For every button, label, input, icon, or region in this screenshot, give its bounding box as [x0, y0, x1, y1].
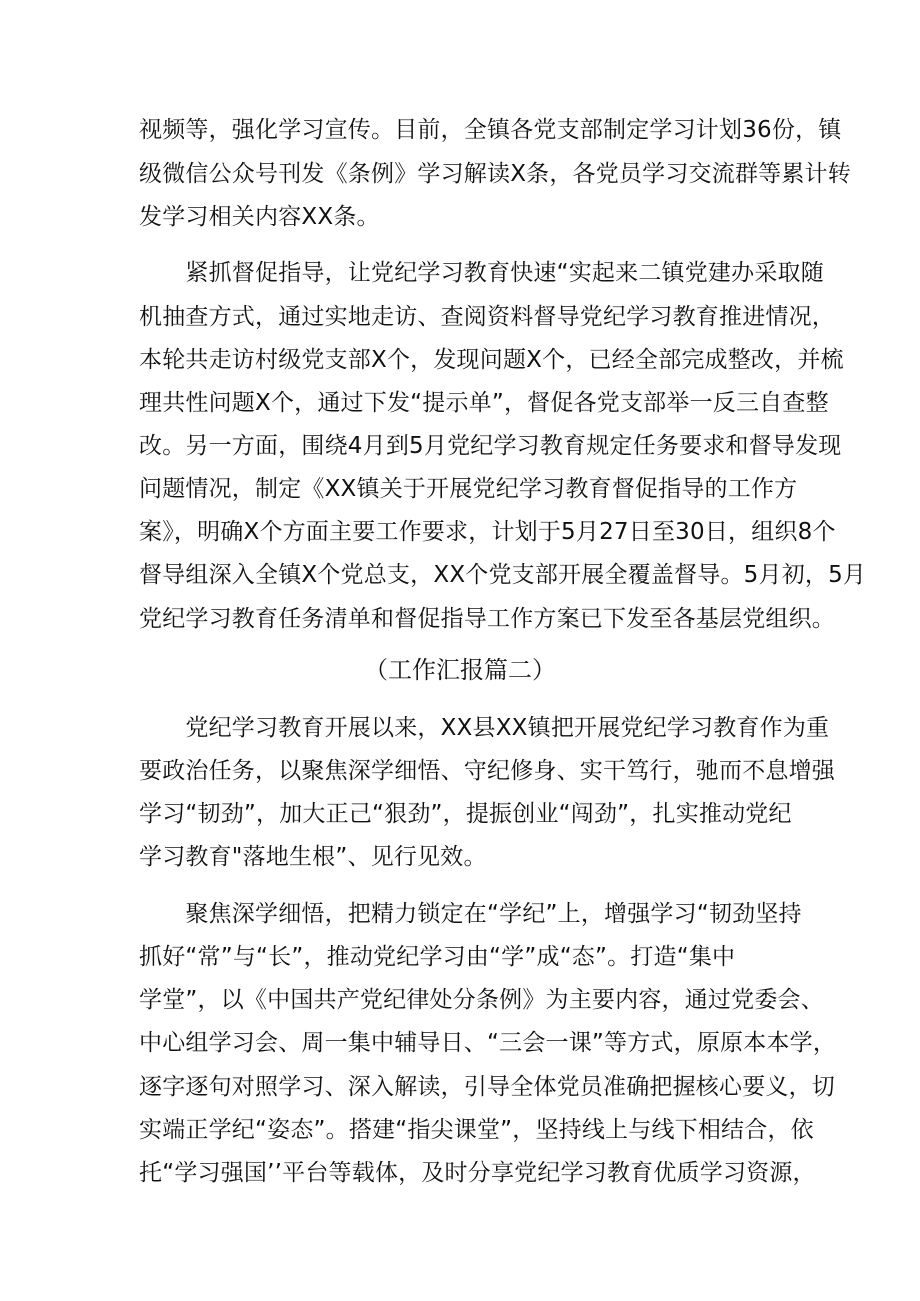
paragraph-line: 学习“韧劲”，加大正己“狠劲”，提振创业“闯劲”，扎实推动党纪 — [139, 801, 792, 827]
paragraph-line: 聚焦深学细悟，把精力锁定在“学纪”上，增强学习“韧劲坚持 — [139, 901, 802, 927]
paragraph-line: 学堂”，以《中国共产党纪律处分条例》为主要内容，通过党委会、 — [139, 987, 824, 1013]
paragraph-line: 实端正学纪“姿态”。搭建“指尖课堂”，坚持线上与线下相结合，依 — [139, 1117, 814, 1143]
paragraph-line: 要政治任务，以聚焦深学细悟、守纪修身、实干笃行，驰而不息增强 — [139, 758, 835, 784]
paragraph-line: 学习教育"落地生根”、见行见效。 — [139, 844, 487, 870]
paragraph-line: 级微信公众号刊发《条例》学习解读X条，各党员学习交流群等累计转 — [139, 161, 851, 187]
paragraph-line: 党纪学习教育任务清单和督促指导工作方案已下发至各基层党组织。 — [139, 606, 835, 632]
paragraph-line: 中心组学习会、周一集中辅导日、“三会一课”等方式，原原本本学， — [139, 1030, 837, 1056]
paragraph-line: 紧抓督促指导，让党纪学习教育快速“实起来二镇党建办采取随 — [139, 260, 824, 286]
paragraph-line: 托“学习强国’’平台等载体，及时分享党纪学习教育优质学习资源， — [139, 1160, 816, 1186]
paragraph-line: 本轮共走访村级党支部X个，发现问题X个，已经全部完成整改，并梳 — [139, 347, 844, 373]
paragraph-line: 视频等，强化学习宣传。目前，全镇各党支部制定学习计划36份，镇 — [139, 117, 842, 143]
paragraph-line: 改。另一方面，围绕4月到5月党纪学习教育规定任务要求和督导发现 — [139, 433, 842, 459]
paragraph-line: 问题情况，制定《XX镇关于开展党纪学习教育督促指导的工作方 — [139, 476, 798, 502]
paragraph-line: 督导组深入全镇X个党总支，XX个党支部开展全覆盖督导。5月初，5月 — [139, 562, 867, 588]
section-heading: （工作汇报篇二） — [364, 656, 556, 684]
paragraph-line: 案》，明确X个方面主要工作要求，计划于5月27日至30日，组织8个 — [139, 519, 836, 545]
paragraph-line: 党纪学习教育开展以来，XX县XX镇把开展党纪学习教育作为重 — [139, 715, 830, 741]
paragraph-line: 逐字逐句对照学习、深入解读，引导全体党员准确把握核心要义，切 — [139, 1074, 835, 1100]
paragraph-line: 机抽查方式，通过实地走访、查阅资料督导党纪学习教育推进情况， — [139, 304, 835, 330]
paragraph-line: 抓好“常”与“长”，推动党纪学习由“学”成“态”。打造“集中 — [139, 944, 736, 970]
paragraph-line: 发学习相关内容XX条。 — [139, 204, 380, 230]
paragraph-line: 理共性问题X个，通过下发“提示单”，督促各党支部举一反三自查整 — [139, 390, 829, 416]
